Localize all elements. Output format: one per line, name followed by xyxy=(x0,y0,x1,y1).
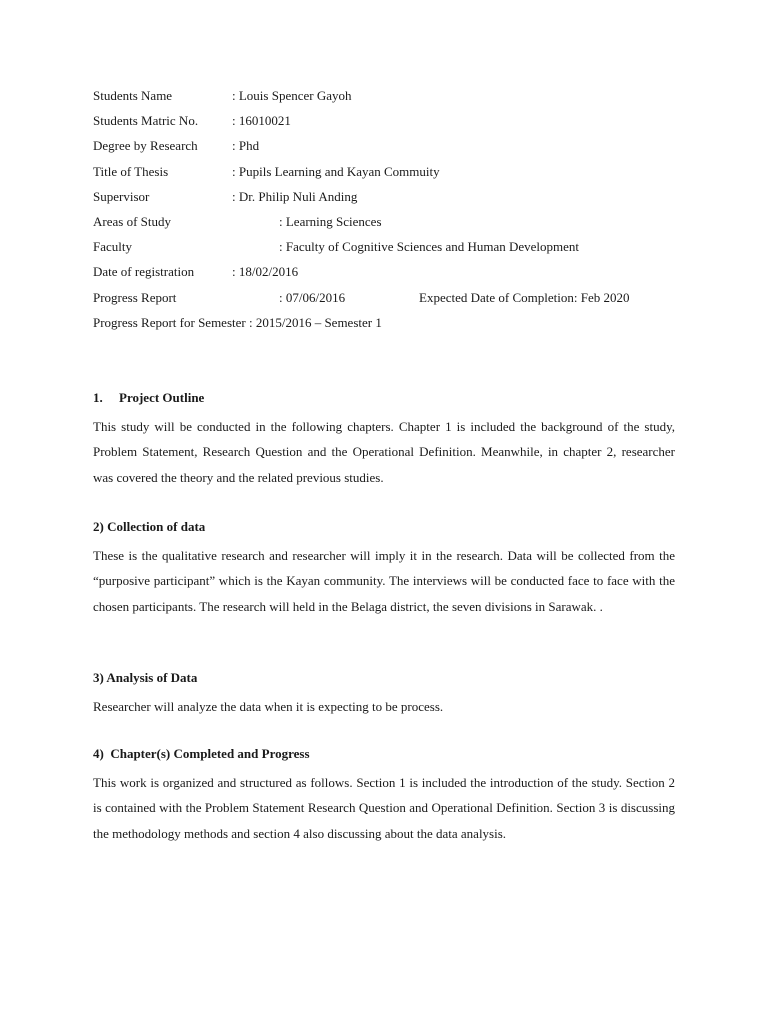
supervisor-row xyxy=(93,188,693,213)
section-project-outline xyxy=(93,389,675,490)
registration-row xyxy=(93,263,693,288)
degree-value: : Phd xyxy=(232,138,260,154)
semester-row xyxy=(93,314,693,339)
section-title-text: Project Outline xyxy=(119,390,205,405)
student-info-block xyxy=(93,87,693,339)
section-body: These is the qualitative research and researcher will imply it in the research. Data will be collected from the “purposive participant” which is the Kayan community. The interviews will be conducted face to face with the chosen participants. The research will held in the Belaga district, the seven divisions in Sarawak. . xyxy=(93,548,675,614)
semester-label xyxy=(93,314,382,332)
progress-row xyxy=(93,289,693,314)
areas-value: : Learning Sciences xyxy=(279,213,382,229)
expected-completion: Expected Date of Completion: Feb 2020 xyxy=(419,289,630,305)
semester-label-text: Progress Report for Semester xyxy=(93,314,246,330)
section-title: 3) Analysis of Data xyxy=(93,670,198,685)
semester-value: : 2015/2016 – Semester 1 xyxy=(248,314,382,330)
section-body: Researcher will analyze the data when it is expecting to be process. xyxy=(93,699,444,714)
section-analysis-of-data xyxy=(93,669,675,719)
areas-label: Areas of Study xyxy=(93,213,171,229)
section-title: 2) Collection of data xyxy=(93,519,206,534)
matric-value: : 16010021 xyxy=(232,113,291,129)
supervisor-value: : Dr. Philip Nuli Anding xyxy=(232,188,358,204)
matric-label: Students Matric No. xyxy=(93,113,199,129)
section-body: This work is organized and structured as follows. Section 1 is included the introduction of the study. Section 2 is contained with the Problem Statement Research Question and Operational Definition. Section 3 is discussing the methodology methods and section 4 also discussing about the data analysis. xyxy=(93,775,675,841)
progress-value: : 07/06/2016 xyxy=(279,289,346,305)
matric-row xyxy=(93,112,693,137)
student-name-row xyxy=(93,87,693,112)
section-collection-of-data xyxy=(93,518,675,619)
faculty-label: Faculty xyxy=(93,239,132,255)
degree-row xyxy=(93,137,693,162)
section-chapters-completed xyxy=(93,745,675,846)
progress-label: Progress Report xyxy=(93,289,177,305)
areas-row xyxy=(93,213,693,238)
registration-label: Date of registration xyxy=(93,264,195,280)
section-body: This study will be conducted in the following chapters. Chapter 1 is included the background of the study, Problem Statement, Research Question and the Operational Definition. Meanwhile, in chapter 2, researcher was covered the theory and the related previous studies. xyxy=(93,419,675,485)
section-title: 4) Chapter(s) Completed and Progress xyxy=(93,746,310,761)
thesis-value: : Pupils Learning and Kayan Commuity xyxy=(232,163,440,179)
faculty-value: : Faculty of Cognitive Sciences and Human Development xyxy=(279,239,580,255)
section-number: 1. xyxy=(93,390,103,405)
section-title xyxy=(93,389,675,414)
student-name-label: Students Name xyxy=(93,88,173,103)
degree-label: Degree by Research xyxy=(93,138,198,154)
thesis-row xyxy=(93,163,693,188)
thesis-label: Title of Thesis xyxy=(93,163,169,179)
supervisor-label: Supervisor xyxy=(93,188,150,204)
student-name-value: : Louis Spencer Gayoh xyxy=(232,88,352,103)
faculty-row xyxy=(93,238,693,263)
registration-value: : 18/02/2016 xyxy=(232,264,299,280)
